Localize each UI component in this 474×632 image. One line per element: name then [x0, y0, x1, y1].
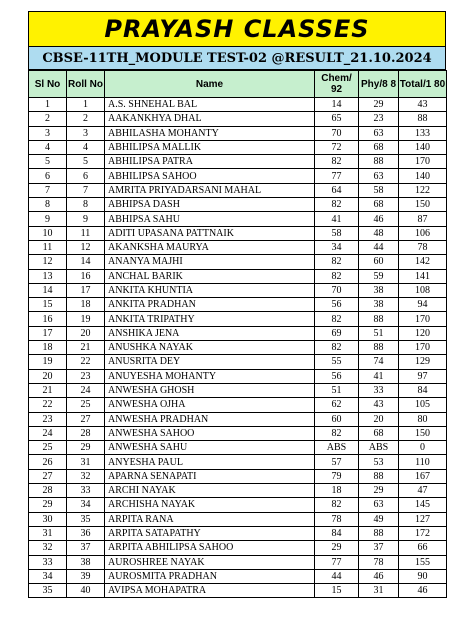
roll-no-cell: 7	[67, 183, 105, 197]
total-cell: 150	[399, 198, 447, 212]
sl-no-cell: 24	[29, 426, 67, 440]
name-cell: ADITI UPASANA PATTNAIK	[105, 226, 315, 240]
name-cell: AKANKSHA MAURYA	[105, 240, 315, 254]
name-cell: ANKITA TRIPATHY	[105, 312, 315, 326]
phy-cell: 41	[359, 369, 399, 383]
phy-cell: 33	[359, 383, 399, 397]
phy-cell: 60	[359, 255, 399, 269]
name-cell: AUROSHREE NAYAK	[105, 555, 315, 569]
table-row	[29, 183, 447, 197]
table-row	[29, 526, 447, 540]
total-cell: 170	[399, 312, 447, 326]
total-cell: 78	[399, 240, 447, 254]
table-row	[29, 326, 447, 340]
phy-cell: 68	[359, 426, 399, 440]
phy-cell: 88	[359, 155, 399, 169]
table-row	[29, 441, 447, 455]
chem-cell: 77	[315, 169, 359, 183]
total-cell: 88	[399, 112, 447, 126]
phy-cell: 38	[359, 283, 399, 297]
sl-no-cell: 11	[29, 240, 67, 254]
table-row	[29, 369, 447, 383]
total-cell: 47	[399, 484, 447, 498]
name-cell: ANWESHA SAHU	[105, 441, 315, 455]
total-cell: 133	[399, 126, 447, 140]
sl-no-cell: 34	[29, 569, 67, 583]
roll-no-cell: 29	[67, 441, 105, 455]
chem-cell: 57	[315, 455, 359, 469]
roll-no-cell: 2	[67, 112, 105, 126]
phy-cell: 51	[359, 326, 399, 340]
roll-no-cell: 23	[67, 369, 105, 383]
roll-no-cell: 17	[67, 283, 105, 297]
name-cell: AUROSMITA PRADHAN	[105, 569, 315, 583]
chem-cell: 82	[315, 155, 359, 169]
total-cell: 141	[399, 269, 447, 283]
phy-cell: ABS	[359, 441, 399, 455]
chem-cell: 82	[315, 255, 359, 269]
chem-cell: 60	[315, 412, 359, 426]
phy-cell: 38	[359, 298, 399, 312]
name-cell: ABHIPSA SAHU	[105, 212, 315, 226]
chem-cell: 78	[315, 512, 359, 526]
table-row	[29, 498, 447, 512]
total-cell: 80	[399, 412, 447, 426]
name-cell: ANUYESHA MOHANTY	[105, 369, 315, 383]
chem-cell: 51	[315, 383, 359, 397]
chem-cell: 82	[315, 198, 359, 212]
chem-cell: 82	[315, 269, 359, 283]
chem-cell: 79	[315, 469, 359, 483]
total-cell: 106	[399, 226, 447, 240]
roll-no-cell: 33	[67, 484, 105, 498]
name-cell: AAKANKHYA DHAL	[105, 112, 315, 126]
total-cell: 108	[399, 283, 447, 297]
total-cell: 155	[399, 555, 447, 569]
name-cell: ABHIPSA DASH	[105, 198, 315, 212]
table-row	[29, 412, 447, 426]
chem-cell: 69	[315, 326, 359, 340]
name-cell: ANUSHKA NAYAK	[105, 341, 315, 355]
table-row	[29, 455, 447, 469]
roll-no-cell: 12	[67, 240, 105, 254]
name-cell: ARPITA SATAPATHY	[105, 526, 315, 540]
roll-no-cell: 27	[67, 412, 105, 426]
total-cell: 150	[399, 426, 447, 440]
roll-no-cell: 35	[67, 512, 105, 526]
chem-cell: 65	[315, 112, 359, 126]
sl-no-cell: 9	[29, 212, 67, 226]
sl-no-cell: 5	[29, 155, 67, 169]
table-row	[29, 341, 447, 355]
table-row	[29, 312, 447, 326]
chem-cell: 34	[315, 240, 359, 254]
phy-cell: 43	[359, 398, 399, 412]
sl-no-cell: 1	[29, 98, 67, 112]
sl-no-cell: 19	[29, 355, 67, 369]
phy-cell: 29	[359, 98, 399, 112]
table-row	[29, 383, 447, 397]
table-row	[29, 426, 447, 440]
sl-no-cell: 30	[29, 512, 67, 526]
total-cell: 127	[399, 512, 447, 526]
chem-cell: 82	[315, 426, 359, 440]
sl-no-cell: 3	[29, 126, 67, 140]
sl-no-cell: 22	[29, 398, 67, 412]
name-cell: ANUSRITA DEY	[105, 355, 315, 369]
sl-no-cell: 6	[29, 169, 67, 183]
table-row	[29, 355, 447, 369]
table-row	[29, 112, 447, 126]
name-cell: ARPITA RANA	[105, 512, 315, 526]
col-header-phy: Phy/8 8	[359, 71, 399, 98]
table-row	[29, 169, 447, 183]
col-header-roll-no: Roll No	[67, 71, 105, 98]
sl-no-cell: 20	[29, 369, 67, 383]
chem-cell: 77	[315, 555, 359, 569]
total-cell: 43	[399, 98, 447, 112]
header-row	[29, 71, 447, 98]
total-cell: 94	[399, 298, 447, 312]
table-row	[29, 140, 447, 154]
sl-no-cell: 8	[29, 198, 67, 212]
table-row	[29, 226, 447, 240]
phy-cell: 78	[359, 555, 399, 569]
roll-no-cell: 8	[67, 198, 105, 212]
phy-cell: 44	[359, 240, 399, 254]
sl-no-cell: 13	[29, 269, 67, 283]
total-cell: 110	[399, 455, 447, 469]
results-body	[29, 98, 447, 598]
chem-cell: 56	[315, 369, 359, 383]
phy-cell: 31	[359, 584, 399, 598]
sl-no-cell: 16	[29, 312, 67, 326]
phy-cell: 58	[359, 183, 399, 197]
name-cell: AMRITA PRIYADARSANI MAHAL	[105, 183, 315, 197]
phy-cell: 49	[359, 512, 399, 526]
roll-no-cell: 1	[67, 98, 105, 112]
sl-no-cell: 2	[29, 112, 67, 126]
roll-no-cell: 22	[67, 355, 105, 369]
name-cell: ANWESHA GHOSH	[105, 383, 315, 397]
phy-cell: 68	[359, 198, 399, 212]
name-cell: ANKITA KHUNTIA	[105, 283, 315, 297]
chem-cell: 56	[315, 298, 359, 312]
name-cell: ARPITA ABHILIPSA SAHOO	[105, 541, 315, 555]
sl-no-cell: 14	[29, 283, 67, 297]
chem-cell: 58	[315, 226, 359, 240]
roll-no-cell: 21	[67, 341, 105, 355]
table-row	[29, 240, 447, 254]
total-cell: 97	[399, 369, 447, 383]
col-header-sl-no: Sl No	[29, 71, 67, 98]
phy-cell: 88	[359, 526, 399, 540]
name-cell: ANWESHA OJHA	[105, 398, 315, 412]
name-cell: ARCHISHA NAYAK	[105, 498, 315, 512]
roll-no-cell: 39	[67, 569, 105, 583]
roll-no-cell: 5	[67, 155, 105, 169]
sl-no-cell: 33	[29, 555, 67, 569]
name-cell: APARNA SENAPATI	[105, 469, 315, 483]
total-cell: 170	[399, 341, 447, 355]
phy-cell: 46	[359, 569, 399, 583]
total-cell: 90	[399, 569, 447, 583]
roll-no-cell: 14	[67, 255, 105, 269]
col-header-chem: Chem/ 92	[315, 71, 359, 98]
sl-no-cell: 18	[29, 341, 67, 355]
total-cell: 84	[399, 383, 447, 397]
phy-cell: 74	[359, 355, 399, 369]
roll-no-cell: 40	[67, 584, 105, 598]
phy-cell: 37	[359, 541, 399, 555]
chem-cell: 62	[315, 398, 359, 412]
chem-cell: 15	[315, 584, 359, 598]
total-cell: 0	[399, 441, 447, 455]
name-cell: ANSHIKA JENA	[105, 326, 315, 340]
phy-cell: 48	[359, 226, 399, 240]
sl-no-cell: 25	[29, 441, 67, 455]
phy-cell: 20	[359, 412, 399, 426]
table-row	[29, 555, 447, 569]
institute-title: PRAYASH CLASSES	[28, 11, 446, 47]
total-cell: 66	[399, 541, 447, 555]
chem-cell: 18	[315, 484, 359, 498]
chem-cell: 64	[315, 183, 359, 197]
roll-no-cell: 32	[67, 469, 105, 483]
sl-no-cell: 7	[29, 183, 67, 197]
col-header-name: Name	[105, 71, 315, 98]
roll-no-cell: 18	[67, 298, 105, 312]
result-sheet	[28, 11, 446, 598]
name-cell: ANANYA MAJHI	[105, 255, 315, 269]
roll-no-cell: 3	[67, 126, 105, 140]
table-row	[29, 484, 447, 498]
roll-no-cell: 16	[67, 269, 105, 283]
name-cell: A.S. SHNEHAL BAL	[105, 98, 315, 112]
total-cell: 140	[399, 169, 447, 183]
total-cell: 122	[399, 183, 447, 197]
total-cell: 129	[399, 355, 447, 369]
roll-no-cell: 37	[67, 541, 105, 555]
total-cell: 145	[399, 498, 447, 512]
phy-cell: 59	[359, 269, 399, 283]
sl-no-cell: 28	[29, 484, 67, 498]
chem-cell: 70	[315, 126, 359, 140]
roll-no-cell: 28	[67, 426, 105, 440]
roll-no-cell: 38	[67, 555, 105, 569]
sl-no-cell: 27	[29, 469, 67, 483]
name-cell: ANWESHA SAHOO	[105, 426, 315, 440]
sl-no-cell: 17	[29, 326, 67, 340]
roll-no-cell: 20	[67, 326, 105, 340]
phy-cell: 88	[359, 341, 399, 355]
phy-cell: 23	[359, 112, 399, 126]
name-cell: ABHILIPSA PATRA	[105, 155, 315, 169]
table-row	[29, 298, 447, 312]
total-cell: 167	[399, 469, 447, 483]
chem-cell: 70	[315, 283, 359, 297]
roll-no-cell: 24	[67, 383, 105, 397]
test-subtitle: CBSE-11TH_MODULE TEST-02 @RESULT_21.10.2024	[28, 47, 446, 70]
table-row	[29, 398, 447, 412]
roll-no-cell: 11	[67, 226, 105, 240]
roll-no-cell: 6	[67, 169, 105, 183]
chem-cell: 82	[315, 312, 359, 326]
phy-cell: 88	[359, 312, 399, 326]
chem-cell: 72	[315, 140, 359, 154]
phy-cell: 88	[359, 469, 399, 483]
total-cell: 105	[399, 398, 447, 412]
roll-no-cell: 31	[67, 455, 105, 469]
table-row	[29, 469, 447, 483]
total-cell: 46	[399, 584, 447, 598]
sl-no-cell: 31	[29, 526, 67, 540]
phy-cell: 68	[359, 140, 399, 154]
phy-cell: 29	[359, 484, 399, 498]
chem-cell: 55	[315, 355, 359, 369]
sl-no-cell: 12	[29, 255, 67, 269]
col-header-total: Total/1 80	[399, 71, 447, 98]
name-cell: ABHILIPSA MALLIK	[105, 140, 315, 154]
roll-no-cell: 25	[67, 398, 105, 412]
sl-no-cell: 15	[29, 298, 67, 312]
phy-cell: 63	[359, 169, 399, 183]
total-cell: 142	[399, 255, 447, 269]
chem-cell: 84	[315, 526, 359, 540]
table-row	[29, 212, 447, 226]
table-row	[29, 198, 447, 212]
sl-no-cell: 26	[29, 455, 67, 469]
chem-cell: ABS	[315, 441, 359, 455]
total-cell: 172	[399, 526, 447, 540]
roll-no-cell: 9	[67, 212, 105, 226]
table-row	[29, 512, 447, 526]
phy-cell: 63	[359, 498, 399, 512]
name-cell: ANYESHA PAUL	[105, 455, 315, 469]
total-cell: 87	[399, 212, 447, 226]
table-row	[29, 126, 447, 140]
table-row	[29, 269, 447, 283]
chem-cell: 41	[315, 212, 359, 226]
roll-no-cell: 36	[67, 526, 105, 540]
sl-no-cell: 29	[29, 498, 67, 512]
chem-cell: 14	[315, 98, 359, 112]
table-row	[29, 155, 447, 169]
roll-no-cell: 19	[67, 312, 105, 326]
phy-cell: 46	[359, 212, 399, 226]
total-cell: 140	[399, 140, 447, 154]
chem-cell: 82	[315, 341, 359, 355]
name-cell: ABHILIPSA SAHOO	[105, 169, 315, 183]
sl-no-cell: 4	[29, 140, 67, 154]
results-table	[28, 70, 447, 598]
roll-no-cell: 4	[67, 140, 105, 154]
table-row	[29, 584, 447, 598]
table-row	[29, 98, 447, 112]
name-cell: ANKITA PRADHAN	[105, 298, 315, 312]
phy-cell: 63	[359, 126, 399, 140]
table-row	[29, 569, 447, 583]
name-cell: ABHILASHA MOHANTY	[105, 126, 315, 140]
roll-no-cell: 34	[67, 498, 105, 512]
table-row	[29, 283, 447, 297]
name-cell: ANWESHA PRADHAN	[105, 412, 315, 426]
sl-no-cell: 35	[29, 584, 67, 598]
phy-cell: 53	[359, 455, 399, 469]
name-cell: ARCHI NAYAK	[105, 484, 315, 498]
chem-cell: 82	[315, 498, 359, 512]
total-cell: 170	[399, 155, 447, 169]
chem-cell: 44	[315, 569, 359, 583]
name-cell: ANCHAL BARIK	[105, 269, 315, 283]
table-row	[29, 255, 447, 269]
total-cell: 120	[399, 326, 447, 340]
sl-no-cell: 10	[29, 226, 67, 240]
chem-cell: 29	[315, 541, 359, 555]
name-cell: AVIPSA MOHAPATRA	[105, 584, 315, 598]
sl-no-cell: 23	[29, 412, 67, 426]
table-row	[29, 541, 447, 555]
sl-no-cell: 21	[29, 383, 67, 397]
sl-no-cell: 32	[29, 541, 67, 555]
